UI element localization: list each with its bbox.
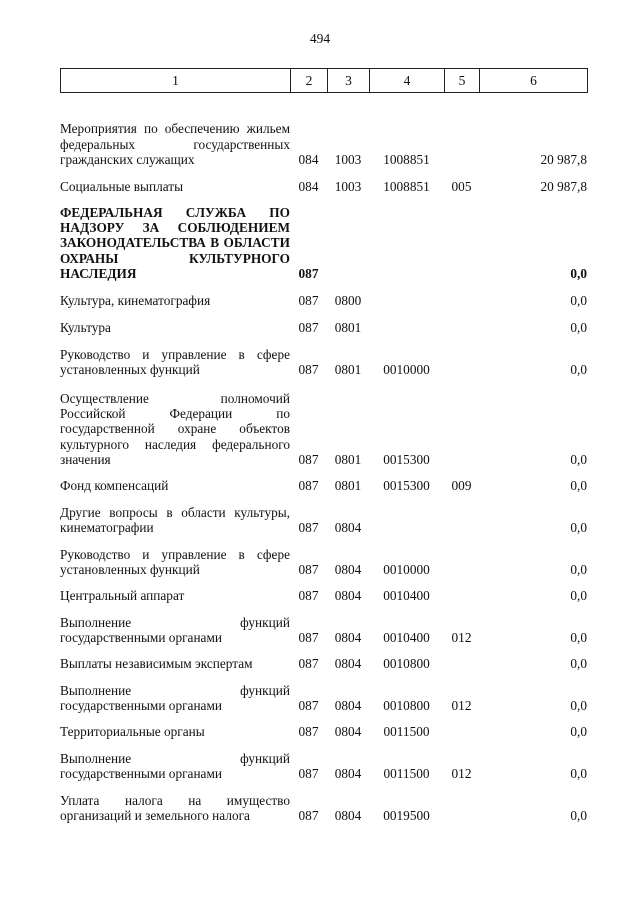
row-name: Другие вопросы в области культуры, кинематографии [60, 504, 290, 535]
row-amount: 0,0 [570, 477, 587, 493]
table-row [60, 493, 587, 535]
row-amount: 20 987,8 [540, 178, 587, 194]
row-section-code: 0801 [334, 477, 362, 493]
row-section-code: 0804 [334, 561, 362, 577]
row-ministry-code: 087 [298, 765, 319, 781]
row-section-code: 1003 [334, 151, 362, 167]
table-row [60, 335, 587, 377]
row-name: Территориальные органы [60, 723, 205, 739]
header-col-3: 3 [328, 69, 370, 93]
row-target-code: 0015300 [383, 451, 430, 467]
row-amount: 0,0 [570, 629, 587, 645]
row-ministry-code: 084 [298, 178, 319, 194]
row-name: Выплаты независимым экспертам [60, 655, 253, 671]
row-section-code: 0801 [334, 451, 362, 467]
header-col-5: 5 [445, 69, 480, 93]
row-section-code: 0804 [334, 655, 362, 671]
page-number: 494 [309, 31, 331, 46]
header-col-4: 4 [370, 69, 445, 93]
row-section-code: 0801 [334, 319, 362, 335]
row-target-code: 0010000 [383, 361, 430, 377]
row-section-code: 0804 [334, 807, 362, 823]
row-ministry-code: 087 [298, 587, 319, 603]
row-amount: 0,0 [570, 292, 587, 308]
row-target-code: 0010800 [383, 697, 430, 713]
row-name: Выполнение функций государственными органами [60, 682, 290, 713]
row-ministry-code: 087 [298, 723, 319, 739]
row-section-code: 0804 [334, 723, 362, 739]
row-expense-code: 009 [451, 477, 472, 493]
table-row-section-heading [60, 194, 587, 281]
row-name: Выполнение функций государственными органами [60, 614, 290, 645]
row-amount: 0,0 [570, 265, 587, 281]
row-amount: 0,0 [570, 561, 587, 577]
row-name: Мероприятия по обеспечению жильем федеральных государственных гражданских служащих [60, 121, 290, 167]
row-name: ФЕДЕРАЛЬНАЯ СЛУЖБА ПО НАДЗОРУ ЗА СОБЛЮДЕНИЕМ ЗАКОНОДАТЕЛЬСТВА В ОБЛАСТИ ОХРАНЫ КУЛЬТУРНОГО НАСЛЕДИЯ [60, 204, 290, 281]
table-row [60, 577, 587, 603]
row-ministry-code: 087 [298, 655, 319, 671]
row-target-code: 0011500 [383, 723, 430, 739]
budget-table-body [60, 96, 587, 823]
row-amount: 0,0 [570, 655, 587, 671]
row-expense-code: 012 [451, 697, 472, 713]
row-target-code: 0010400 [383, 587, 430, 603]
row-name: Осуществление полномочий Российской Федерации по государственной охране объектов культурного наследия федерального значения [60, 390, 290, 467]
row-amount: 0,0 [570, 807, 587, 823]
header-col-2: 2 [291, 69, 328, 93]
row-target-code: 1008851 [383, 178, 430, 194]
row-ministry-code: 087 [298, 697, 319, 713]
row-target-code: 1008851 [383, 151, 430, 167]
row-amount: 0,0 [570, 587, 587, 603]
row-amount: 0,0 [570, 697, 587, 713]
table-row [60, 467, 587, 493]
row-section-code: 0804 [334, 587, 362, 603]
row-ministry-code: 087 [298, 319, 319, 335]
row-section-code: 0804 [334, 519, 362, 535]
row-amount: 0,0 [570, 723, 587, 739]
row-ministry-code: 087 [298, 477, 319, 493]
row-ministry-code: 087 [298, 265, 319, 281]
row-ministry-code: 087 [298, 519, 319, 535]
table-row [60, 671, 587, 713]
row-section-code: 0800 [334, 292, 362, 308]
row-name: Выполнение функций государственными органами [60, 750, 290, 781]
row-amount: 0,0 [570, 361, 587, 377]
row-ministry-code: 087 [298, 561, 319, 577]
row-target-code: 0010000 [383, 561, 430, 577]
row-target-code: 0019500 [383, 807, 430, 823]
row-name: Культура [60, 319, 111, 335]
table-row [60, 308, 587, 335]
header-col-6: 6 [480, 69, 588, 93]
table-row [60, 781, 587, 823]
row-amount: 0,0 [570, 451, 587, 467]
row-ministry-code: 087 [298, 292, 319, 308]
row-expense-code: 005 [451, 178, 472, 194]
row-ministry-code: 084 [298, 151, 319, 167]
table-row [60, 603, 587, 645]
row-amount: 0,0 [570, 319, 587, 335]
row-amount: 0,0 [570, 519, 587, 535]
column-header-row [60, 68, 588, 93]
row-amount: 20 987,8 [540, 151, 587, 167]
row-expense-code: 012 [451, 629, 472, 645]
row-amount: 0,0 [570, 765, 587, 781]
row-ministry-code: 087 [298, 807, 319, 823]
row-section-code: 0804 [334, 697, 362, 713]
row-name: Фонд компенсаций [60, 477, 169, 493]
header-col-1: 1 [61, 69, 291, 93]
table-row [60, 535, 587, 577]
row-target-code: 0015300 [383, 477, 430, 493]
row-name: Уплата налога на имущество организаций и земельного налога [60, 792, 290, 823]
row-name: Социальные выплаты [60, 178, 184, 194]
table-row [60, 645, 587, 671]
table-row [60, 167, 587, 194]
row-target-code: 0010400 [383, 629, 430, 645]
table-row [60, 96, 587, 167]
row-section-code: 0804 [334, 765, 362, 781]
table-row [60, 739, 587, 781]
row-section-code: 0804 [334, 629, 362, 645]
row-name: Центральный аппарат [60, 587, 185, 603]
table-row [60, 281, 587, 308]
row-section-code: 1003 [334, 178, 362, 194]
row-name: Руководство и управление в сфере установленных функций [60, 546, 290, 577]
row-ministry-code: 087 [298, 361, 319, 377]
table-row [60, 713, 587, 739]
table-row [60, 377, 587, 467]
row-expense-code: 012 [451, 765, 472, 781]
row-ministry-code: 087 [298, 451, 319, 467]
row-target-code: 0010800 [383, 655, 430, 671]
row-target-code: 0011500 [383, 765, 430, 781]
row-ministry-code: 087 [298, 629, 319, 645]
row-name: Руководство и управление в сфере установленных функций [60, 346, 290, 377]
row-section-code: 0801 [334, 361, 362, 377]
row-name: Культура, кинематография [60, 292, 211, 308]
